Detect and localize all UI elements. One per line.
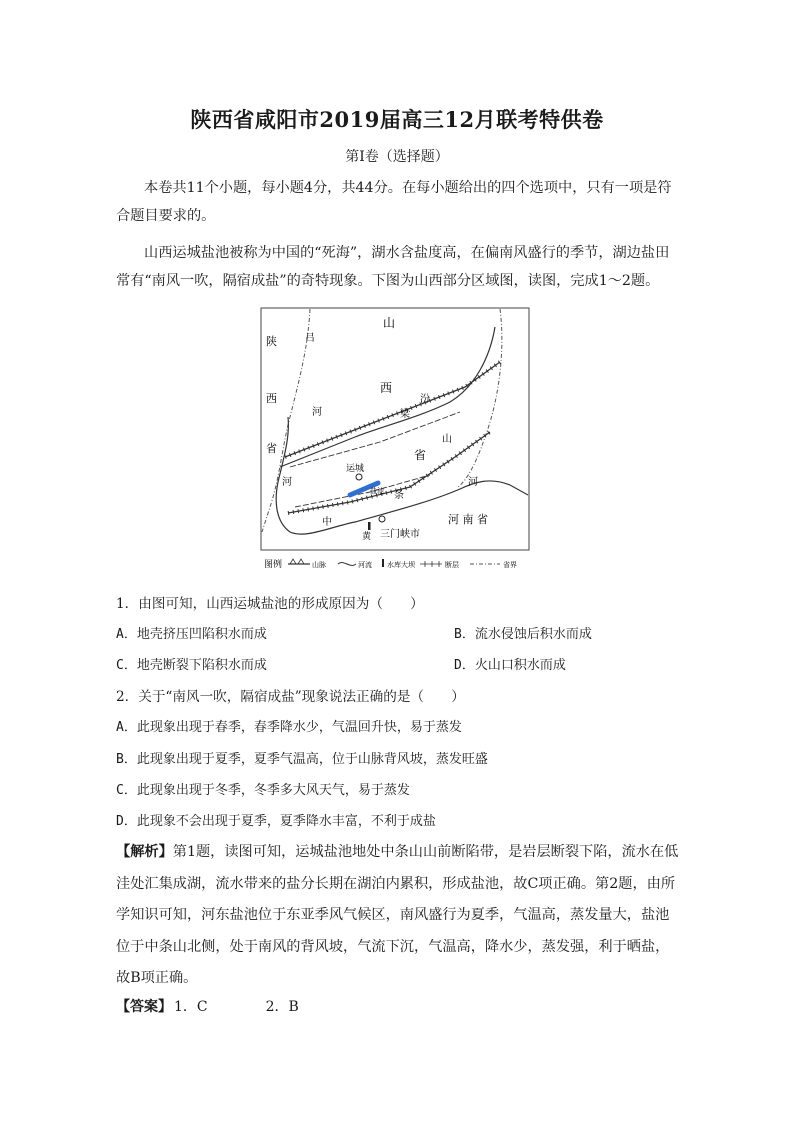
label-shan2: 山 bbox=[442, 434, 452, 445]
answer-1: 1．C bbox=[174, 999, 208, 1015]
sanmenxia-marker bbox=[379, 516, 385, 522]
question-1-option-a[interactable]: A．地壳挤压凹陷积水而成 bbox=[116, 627, 267, 642]
analysis-label: 【解析】 bbox=[116, 844, 173, 860]
question-2-stem: 2．关于“南风一吹，隔宿成盐”现象说法正确的是（ ） bbox=[116, 689, 465, 705]
answer-block bbox=[116, 996, 299, 1016]
label-yuncheng: 运城 bbox=[346, 464, 365, 474]
label-xi: 西 bbox=[380, 381, 393, 395]
label-huang2: 河 bbox=[468, 477, 478, 488]
legend-mountain-symbol bbox=[290, 559, 304, 564]
answer-label: 【答案】 bbox=[116, 999, 172, 1015]
label-shaanxi3: 省 bbox=[266, 442, 277, 455]
label-shan: 山 bbox=[383, 316, 396, 330]
legend-river-symbol bbox=[338, 563, 356, 566]
instructions-paragraph: 本卷共11个小题，每小题4分，共44分。在每小题给出的四个选项中，只有一项是符合题目要求的。 bbox=[116, 180, 672, 224]
legend-river: 河流 bbox=[358, 561, 372, 569]
analysis-block bbox=[116, 837, 682, 995]
legend-dam: 水库大坝 bbox=[387, 561, 415, 569]
question-2-option-b[interactable]: B．此现象出现于夏季，夏季气温高，位于山脉背风坡，蒸发旺盛 bbox=[116, 752, 488, 767]
legend-mountain: 山脉 bbox=[312, 561, 326, 569]
label-lv: 吕 bbox=[305, 333, 315, 344]
question-stem-paragraph: 山西运城盐池被称为中国的“死海”，湖水含盐度高，在偏南风盛行的季节，湖边盐田常有“南风一吹，隔宿成盐”的奇特现象。下图为山西部分区域图，读图，完成1～2题。 bbox=[116, 245, 670, 289]
map-frame bbox=[261, 308, 529, 550]
question-1-option-b[interactable]: B．流水侵蚀后积水而成 bbox=[454, 627, 592, 642]
label-sanmenxia: 三门峡市 bbox=[380, 529, 420, 540]
answer-2: 2．B bbox=[265, 999, 299, 1015]
legend-border: 省界 bbox=[503, 561, 517, 569]
label-fen: 汾 bbox=[420, 394, 430, 405]
question-1-option-d[interactable]: D．火山口积水而成 bbox=[454, 658, 566, 673]
label-zhong: 中 bbox=[322, 517, 332, 528]
legend-dam-symbol bbox=[382, 559, 384, 567]
question-1-option-c[interactable]: C．地壳断裂下陷积水而成 bbox=[116, 658, 267, 673]
label-huang1: 黄 bbox=[362, 532, 372, 542]
shanxi-region-map bbox=[260, 307, 530, 573]
document-title: 陕西省咸阳市2019届高三12月联考特供卷 bbox=[190, 107, 604, 132]
label-yanchi: 盐池 bbox=[370, 487, 384, 495]
label-liang: 梁 bbox=[400, 409, 410, 420]
label-he2: 河 bbox=[282, 477, 292, 488]
analysis-text: 第1题，读图可知，运城盐池地处中条山山前断陷带，是岩层断裂下陷，流水在低洼处汇集成湖，流水带来的盐分长期在湖泊内累积，形成盐池，故C项正确。第2题，由所学知识可知，河东盐池位于东亚季风气候区，南风盛行为夏季，气温高，蒸发量大，盐池位于中条山北侧，处于南风的背风坡，气流下沉，气温高，降水少，蒸发强，利于晒盐，故B项正确。 bbox=[116, 844, 679, 986]
label-henan: 河 南 省 bbox=[448, 513, 488, 526]
legend-fault: 断层 bbox=[445, 561, 459, 569]
label-shaanxi2: 西 bbox=[266, 392, 277, 405]
question-2-option-d[interactable]: D．此现象不会出现于夏季，夏季降水丰富，不利于成盐 bbox=[116, 814, 436, 829]
question-1-stem: 1．由图可知，山西运城盐池的形成原因为（ ） bbox=[116, 596, 424, 612]
legend-fault-symbol bbox=[420, 561, 442, 567]
dam-marker bbox=[368, 522, 371, 530]
label-shaanxi1: 陕 bbox=[266, 335, 277, 348]
question-2-option-a[interactable]: A．此现象出现于春季，春季降水少，气温回升快，易于蒸发 bbox=[116, 720, 462, 735]
question-2-option-c[interactable]: C．此现象出现于冬季，冬季多大风天气，易于蒸发 bbox=[116, 783, 410, 798]
yuncheng-marker bbox=[356, 474, 362, 480]
label-tiao: 条 bbox=[394, 490, 404, 501]
label-he1: 河 bbox=[312, 407, 322, 418]
legend-title: 图例 bbox=[264, 560, 283, 570]
section-title: 第Ⅰ卷（选择题） bbox=[345, 149, 449, 165]
label-sheng: 省 bbox=[414, 448, 427, 462]
